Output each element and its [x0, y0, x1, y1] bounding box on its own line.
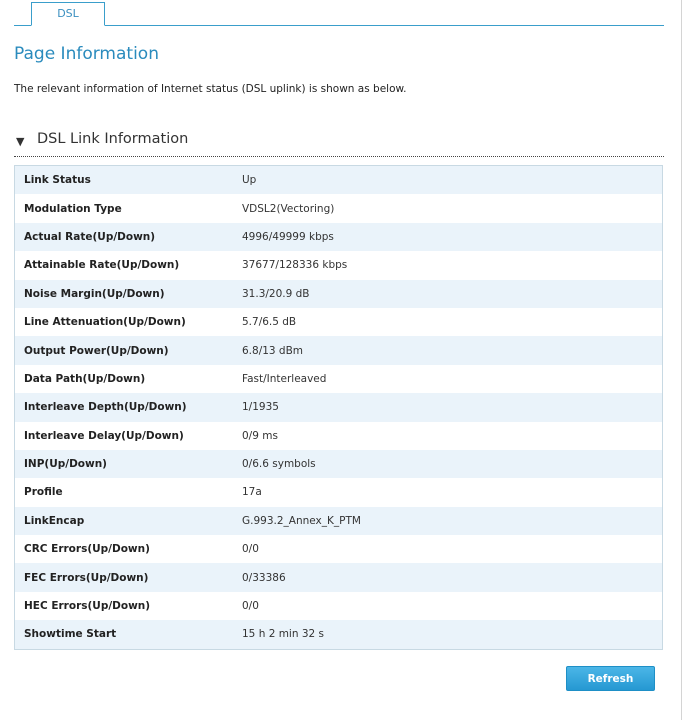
table-row-link-status	[15, 166, 662, 194]
row-value: 4996/49999 kbps	[242, 230, 334, 243]
refresh-button[interactable]: Refresh	[566, 666, 655, 691]
row-label: Line Attenuation(Up/Down)	[24, 316, 186, 329]
row-value: 6.8/13 dBm	[242, 344, 304, 357]
table-row-noise-margin	[15, 280, 662, 308]
row-value: 17a	[242, 486, 262, 499]
table-row-crc-errors	[15, 535, 662, 563]
row-label: Interleave Delay(Up/Down)	[24, 429, 184, 442]
row-value: 1/1935	[242, 401, 279, 414]
collapse-arrow-icon: ▼	[16, 135, 25, 148]
row-label: Profile	[24, 486, 63, 499]
row-value: G.993.2_Annex_K_PTM	[242, 514, 361, 527]
row-label: FEC Errors(Up/Down)	[24, 571, 149, 584]
table-row-link-encap	[15, 507, 662, 535]
row-value: 15 h 2 min 32 s	[242, 628, 325, 641]
row-value: 5.7/6.5 dB	[242, 316, 297, 329]
table-row-showtime-start	[15, 620, 662, 648]
row-label: Noise Margin(Up/Down)	[24, 287, 165, 300]
page-title: Page Information	[14, 44, 159, 64]
row-value: 0/33386	[242, 571, 286, 584]
row-label: HEC Errors(Up/Down)	[24, 600, 151, 613]
row-value: 37677/128336 kbps	[242, 259, 348, 272]
row-label: Data Path(Up/Down)	[24, 372, 146, 385]
row-value: 0/0	[242, 600, 259, 613]
row-label: CRC Errors(Up/Down)	[24, 543, 150, 556]
table-row-hec-errors	[15, 592, 662, 620]
table-row-interleave-depth	[15, 393, 662, 421]
row-value: VDSL2(Vectoring)	[242, 202, 335, 215]
dsl-info-table	[14, 165, 663, 650]
table-row-inp	[15, 450, 662, 478]
row-value: Fast/Interleaved	[242, 372, 327, 385]
table-row-output-power	[15, 336, 662, 364]
row-value: 0/9 ms	[242, 429, 278, 442]
table-row-attainable-rate	[15, 251, 662, 279]
row-label: INP(Up/Down)	[24, 458, 107, 471]
table-row-profile	[15, 478, 662, 506]
table-row-data-path	[15, 365, 662, 393]
row-label: Link Status	[24, 174, 91, 187]
section-header-dsl-link-information[interactable]	[14, 130, 664, 157]
row-label: Attainable Rate(Up/Down)	[24, 259, 180, 272]
row-value: 0/0	[242, 543, 259, 556]
row-value: 31.3/20.9 dB	[242, 287, 310, 300]
row-label: Showtime Start	[24, 628, 117, 641]
table-row-fec-errors	[15, 563, 662, 591]
row-label: Interleave Depth(Up/Down)	[24, 401, 187, 414]
table-row-interleave-delay	[15, 422, 662, 450]
row-value: Up	[242, 174, 257, 187]
row-label: Output Power(Up/Down)	[24, 344, 169, 357]
tab-strip	[14, 0, 664, 26]
section-title: DSL Link Information	[37, 131, 189, 147]
table-row-modulation-type	[15, 194, 662, 222]
page-description: The relevant information of Internet status (DSL uplink) is shown as below.	[14, 83, 407, 95]
table-row-line-attenuation	[15, 308, 662, 336]
table-row-actual-rate	[15, 223, 662, 251]
row-value: 0/6.6 symbols	[242, 458, 316, 471]
row-label: Actual Rate(Up/Down)	[24, 230, 156, 243]
row-label: Modulation Type	[24, 202, 122, 215]
row-label: LinkEncap	[24, 514, 85, 527]
tab-dsl[interactable]: DSL	[31, 2, 105, 26]
